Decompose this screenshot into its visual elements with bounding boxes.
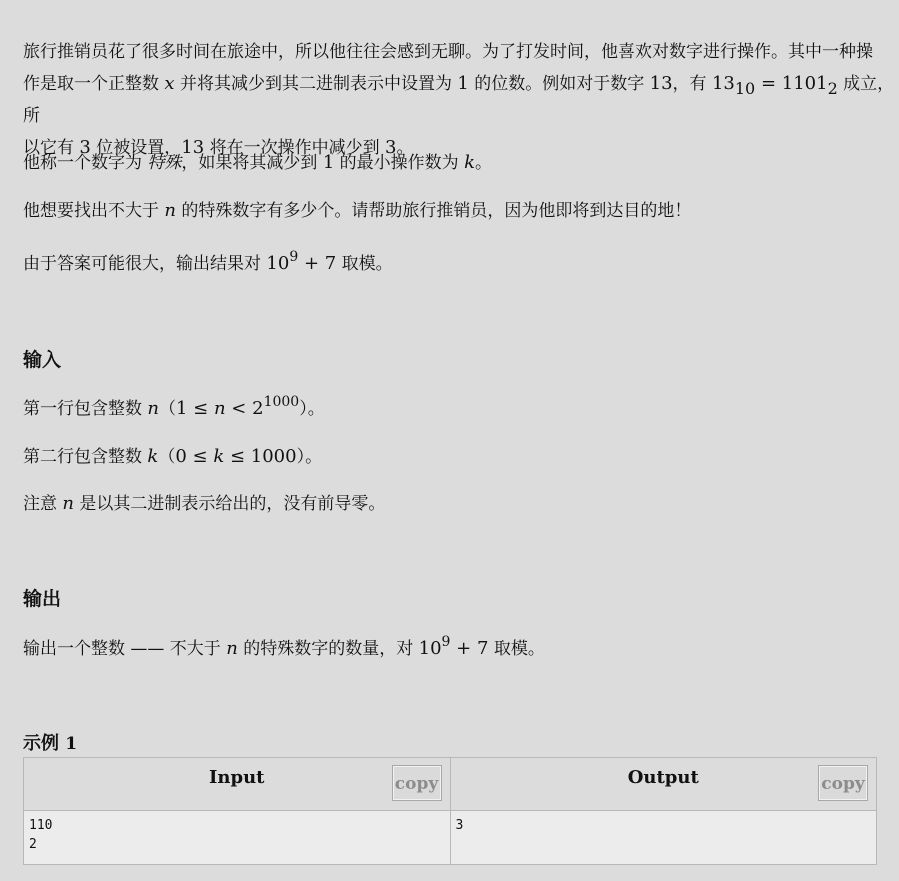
math-number: 1 xyxy=(322,152,335,173)
paragraph-text: ） xyxy=(296,447,306,467)
example-title xyxy=(23,729,77,755)
math-expression: + 7 xyxy=(450,638,489,659)
paragraph-text: 旅行推销员花了很多时间在旅途中，所以他往往会感到无聊。为了打发时间，他喜欢对数字进行操作。其中一种操 xyxy=(23,42,873,62)
input-header-cell xyxy=(24,758,451,811)
math-expression: < 2 xyxy=(225,398,264,419)
paragraph-text: ，有 xyxy=(672,74,712,94)
paragraph-text: 第二行包含整数 xyxy=(23,447,148,467)
statement-paragraph-2 xyxy=(23,147,492,179)
math-variable: k xyxy=(464,152,475,173)
paragraph-text: 。 xyxy=(396,138,414,158)
example-input-value: 110 2 xyxy=(24,811,451,865)
statement-paragraph-3 xyxy=(23,195,691,227)
math-expression: = 1101 xyxy=(755,73,828,94)
paragraph-text: 取模。 xyxy=(488,639,545,659)
paragraph-text: ，如果将其减少到 xyxy=(181,153,323,173)
math-expression: ≤ 1000 xyxy=(224,446,297,467)
output-header-label: Output xyxy=(627,767,699,788)
math-subscript: 2 xyxy=(827,79,838,98)
statement-paragraph-4 xyxy=(23,248,393,281)
math-variable: n xyxy=(147,398,159,419)
input-header-label: Input xyxy=(209,767,265,788)
paragraph-text: 作是取一个正整数 xyxy=(23,74,165,94)
math-number: 3 xyxy=(384,137,397,158)
input-line-3 xyxy=(23,488,385,520)
paragraph-text: 。 xyxy=(305,447,323,467)
math-number: 13 xyxy=(181,137,205,158)
copy-output-button[interactable]: copy xyxy=(818,765,868,801)
example-header-row xyxy=(24,758,877,811)
example-table xyxy=(23,757,877,865)
math-number: 13 xyxy=(711,73,735,94)
paragraph-text: 的特殊数字的数量，对 xyxy=(237,639,419,659)
example-title-text: 示例 xyxy=(23,733,66,754)
copy-input-button[interactable]: copy xyxy=(392,765,442,801)
paragraph-text: 输出一个整数 —— 不大于 xyxy=(23,639,227,659)
statement-paragraph-1 xyxy=(23,36,899,164)
math-number: 1 xyxy=(457,73,469,94)
paragraph-text: 由于答案可能很大，输出结果对 xyxy=(23,254,267,274)
math-variable: x xyxy=(164,73,175,94)
paragraph-text: 取模。 xyxy=(336,254,393,274)
math-number: 13 xyxy=(649,73,673,94)
input-line-2 xyxy=(23,441,322,473)
output-header-cell xyxy=(450,758,877,811)
math-variable: n xyxy=(226,638,238,659)
math-number: 10 xyxy=(418,638,442,659)
example-number: 1 xyxy=(65,734,78,754)
paragraph-text: 第一行包含整数 xyxy=(23,399,148,419)
math-variable: n xyxy=(62,493,74,514)
math-variable: n xyxy=(164,200,176,221)
paragraph-text: ） xyxy=(299,399,308,419)
output-line-1 xyxy=(23,633,545,666)
math-superscript: 9 xyxy=(289,249,299,265)
example-data-row xyxy=(24,811,877,865)
math-expression: 0 ≤ xyxy=(175,446,214,467)
paragraph-text: 的位数。例如对于数字 xyxy=(468,74,650,94)
paragraph-text: 位被设置， xyxy=(90,138,182,158)
paragraph-text: 注意 xyxy=(23,494,63,514)
paragraph-text: 。 xyxy=(475,153,492,173)
paragraph-text: 的最小操作数为 xyxy=(334,153,465,173)
paragraph-text: 他想要找出不大于 xyxy=(23,201,165,221)
math-variable: n xyxy=(213,398,226,419)
math-number: 10 xyxy=(266,253,290,274)
paragraph-text: 以它有 xyxy=(23,138,80,158)
paragraph-text: 成立，所 xyxy=(23,74,895,126)
paragraph-text: 将在一次操作中减少到 xyxy=(204,138,385,158)
input-section-title: 输入 xyxy=(23,349,62,371)
paragraph-text: 并将其减少到其二进制表示中设置为 xyxy=(174,74,458,94)
paragraph-text: 。 xyxy=(307,399,325,419)
math-expression: 1 ≤ xyxy=(176,398,214,419)
input-line-1 xyxy=(23,393,325,426)
math-number: 3 xyxy=(79,137,91,158)
paragraph-text: （ xyxy=(159,399,176,419)
paragraph-text: 的特殊数字有多少个。请帮助旅行推销员，因为他即将到达目的地！ xyxy=(176,201,692,221)
example-output-value: 3 xyxy=(450,811,877,865)
math-expression: + 7 xyxy=(298,253,337,274)
paragraph-text: 是以其二进制表示给出的，没有前导零。 xyxy=(74,494,386,514)
math-variable: k xyxy=(147,446,159,467)
math-superscript: 1000 xyxy=(263,394,300,410)
output-section-title: 输出 xyxy=(23,588,62,610)
math-variable: k xyxy=(213,446,225,467)
emphasis-term: 特殊 xyxy=(147,153,182,173)
paragraph-text: （ xyxy=(158,447,176,467)
paragraph-text: 他称一个数字为 xyxy=(23,153,148,173)
math-subscript: 10 xyxy=(734,79,756,98)
math-superscript: 9 xyxy=(441,634,451,650)
